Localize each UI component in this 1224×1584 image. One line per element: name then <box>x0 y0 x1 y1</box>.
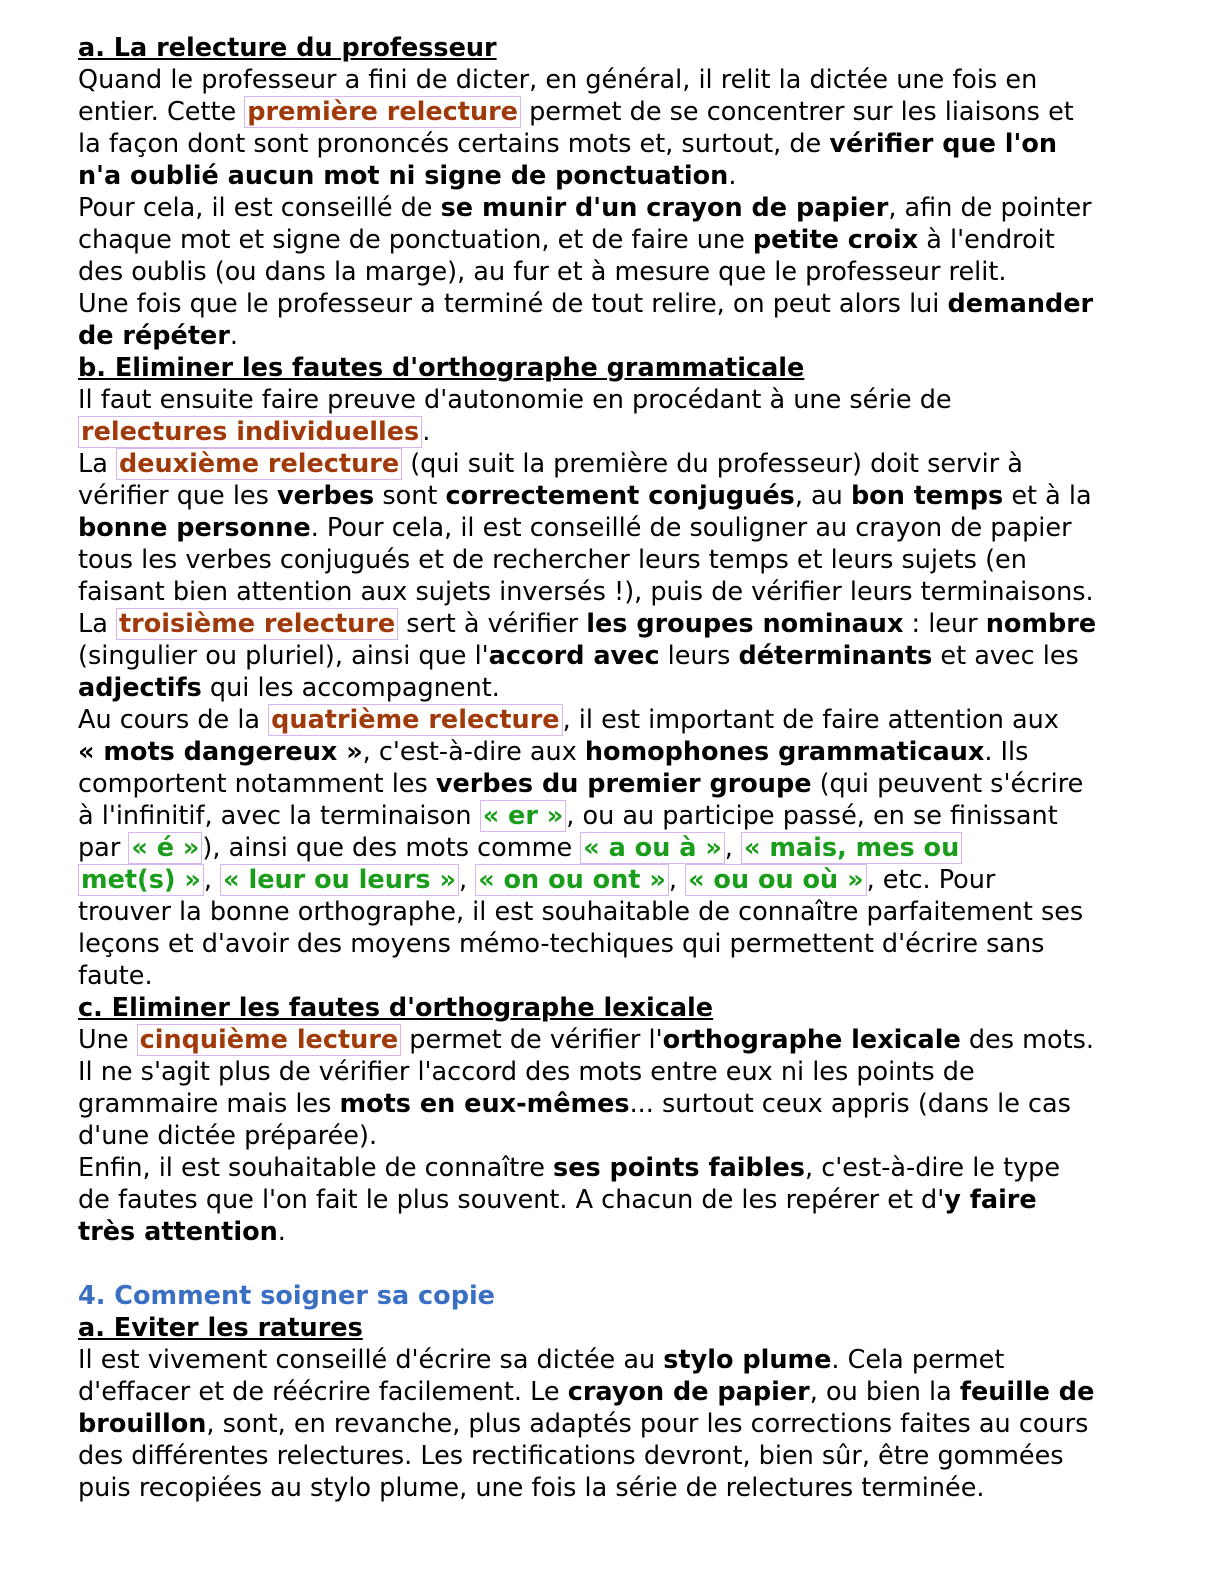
bold-text: correctement conjugués <box>445 481 795 511</box>
text-run: (qui peuvent s'écrire <box>811 769 1084 799</box>
blank-line <box>78 1248 1148 1280</box>
text-run: (singulier ou pluriel), ainsi que l' <box>78 641 489 671</box>
text-line <box>78 736 1148 768</box>
text-run: Au cours de la <box>78 705 269 735</box>
text-line <box>78 1376 1148 1408</box>
text-run: ), ainsi que des mots comme <box>202 833 581 863</box>
text-run: La <box>78 449 116 479</box>
text-run: Il ne s'agit plus de vérifier l'accord des mots entre eux ni les points de <box>78 1057 975 1087</box>
bold-text: y faire <box>944 1185 1037 1215</box>
bold-text: « mots dangereux » <box>78 737 363 767</box>
text-run: leçons et d'avoir des moyens mémo-techiques qui permettent d'écrire sans <box>78 929 1045 959</box>
bold-text: vérifier que l'on <box>829 129 1058 159</box>
text-run: et à la <box>1003 481 1092 511</box>
text-line <box>78 864 1148 896</box>
highlighted-keyword: quatrième relecture <box>268 704 562 736</box>
bold-text: très attention <box>78 1217 278 1247</box>
bold-text: accord avec <box>488 641 660 671</box>
text-run: Une fois que le professeur a terminé de tout relire, on peut alors lui <box>78 289 948 319</box>
text-line <box>78 640 1148 672</box>
text-run: chaque mot et signe de ponctuation, et de faire une <box>78 225 753 255</box>
highlighted-keyword: première relecture <box>244 96 521 128</box>
text-run: La <box>78 609 116 639</box>
text-line <box>78 1088 1148 1120</box>
text-run: , ou bien la <box>809 1377 960 1407</box>
bold-text: feuille de <box>959 1377 1095 1407</box>
text-run: : leur <box>903 609 986 639</box>
text-run: de fautes que l'on fait le plus souvent. A chacun de les repérer et d' <box>78 1185 945 1215</box>
text-run: , ou au participe passé, en se finissant <box>566 801 1058 831</box>
bold-text: demander <box>947 289 1094 319</box>
text-run: vérifier que les <box>78 481 277 511</box>
highlighted-keyword: troisième relecture <box>116 608 398 640</box>
text-run: trouver la bonne orthographe, il est souhaitable de connaître parfaitement ses <box>78 897 1084 927</box>
text-run: la façon dont sont prononcés certains mots et, surtout, de <box>78 129 830 159</box>
text-line <box>78 160 1148 192</box>
text-line <box>78 960 1148 992</box>
text-line <box>78 896 1148 928</box>
text-run: des différentes relectures. Les rectifications devront, bien sûr, être gommées <box>78 1441 1064 1471</box>
bold-text: se munir d'un crayon de papier <box>440 193 889 223</box>
text-run: des oublis (ou dans la marge), au fur et à mesure que le professeur relit. <box>78 257 1007 287</box>
bold-text: petite croix <box>752 225 919 255</box>
section-heading: 4. Comment soigner sa copie <box>78 1281 495 1311</box>
homophone-example: « mais, mes ou <box>741 832 962 864</box>
bold-text: brouillon <box>78 1409 207 1439</box>
text-run: qui les accompagnent. <box>201 673 500 703</box>
text-line <box>78 1216 1148 1248</box>
text-line <box>78 608 1148 640</box>
text-run: leurs <box>659 641 739 671</box>
text-line <box>78 32 1148 64</box>
bold-text: bon temps <box>850 481 1004 511</box>
text-run: permet de se concentrer sur les liaisons et <box>520 97 1074 127</box>
text-run: entier. Cette <box>78 97 245 127</box>
text-run: Une <box>78 1025 137 1055</box>
homophone-example: « ou ou où » <box>685 864 866 896</box>
text-line <box>78 512 1148 544</box>
text-line <box>78 384 1148 416</box>
text-run: . <box>277 1217 286 1247</box>
text-run: à l'infinitif, avec la terminaison <box>78 801 480 831</box>
bold-text: déterminants <box>738 641 933 671</box>
homophone-example: « é » <box>128 832 202 864</box>
homophone-example: « er » <box>480 800 567 832</box>
text-line <box>78 288 1148 320</box>
text-line <box>78 1344 1148 1376</box>
bold-text: nombre <box>985 609 1097 639</box>
text-run: Il faut ensuite faire preuve d'autonomie en procédant à une série de <box>78 385 952 415</box>
text-run: Enfin, il est souhaitable de connaître <box>78 1153 554 1183</box>
text-run: . <box>229 321 239 351</box>
text-line <box>78 352 1148 384</box>
text-run: Pour cela, il est conseillé de <box>78 193 441 223</box>
text-run: d'effacer et de réécrire facilement. Le <box>78 1377 568 1407</box>
text-line <box>78 1184 1148 1216</box>
text-run: grammaire mais les <box>78 1089 340 1119</box>
text-line <box>78 832 1148 864</box>
subsection-heading: c. Eliminer les fautes d'orthographe lexicale <box>78 993 714 1023</box>
bold-text: de répéter <box>78 321 230 351</box>
highlighted-keyword: deuxième relecture <box>116 448 402 480</box>
text-line <box>78 128 1148 160</box>
text-line <box>78 480 1148 512</box>
text-line <box>78 704 1148 736</box>
text-run: faute. <box>78 961 153 991</box>
bold-text: orthographe lexicale <box>662 1025 961 1055</box>
text-line <box>78 1440 1148 1472</box>
text-run: , <box>724 833 742 863</box>
text-run: , afin de pointer <box>888 193 1092 223</box>
text-line <box>78 192 1148 224</box>
bold-text: verbes du premier groupe <box>435 769 812 799</box>
text-run: comportent notamment les <box>78 769 436 799</box>
text-line <box>78 1312 1148 1344</box>
text-line <box>78 672 1148 704</box>
subsection-heading: b. Eliminer les fautes d'orthographe grammaticale <box>78 353 805 383</box>
bold-text: mots en eux-mêmes <box>339 1089 630 1119</box>
text-run: , il est important de faire attention aux <box>562 705 1059 735</box>
homophone-example: « a ou à » <box>580 832 725 864</box>
text-run: (qui suit la première du professeur) doit servir à <box>402 449 1023 479</box>
text-run: faisant bien attention aux sujets inversés !), puis de vérifier leurs terminaisons. <box>78 577 1094 607</box>
text-run: , c'est-à-dire le type <box>804 1153 1061 1183</box>
text-line <box>78 224 1148 256</box>
bold-text: stylo plume <box>663 1345 832 1375</box>
text-run: , <box>668 865 686 895</box>
text-line <box>78 448 1148 480</box>
text-line <box>78 1056 1148 1088</box>
bold-text: les groupes nominaux <box>586 609 904 639</box>
text-line <box>78 1408 1148 1440</box>
text-line <box>78 576 1148 608</box>
text-run: . Pour cela, il est conseillé de souligner au crayon de papier <box>310 513 1072 543</box>
homophone-example: « on ou ont » <box>475 864 669 896</box>
bold-text: ses points faibles <box>553 1153 805 1183</box>
text-run: , au <box>794 481 851 511</box>
text-run: , etc. Pour <box>866 865 996 895</box>
text-run: et avec les <box>932 641 1079 671</box>
text-run: par <box>78 833 129 863</box>
text-run: permet de vérifier l' <box>401 1025 663 1055</box>
text-line <box>78 320 1148 352</box>
subsection-heading: a. La relecture du professeur <box>78 33 497 63</box>
bold-text: homophones grammaticaux <box>584 737 985 767</box>
text-run: sert à vérifier <box>398 609 587 639</box>
text-run: . <box>728 161 737 191</box>
bold-text: verbes <box>277 481 375 511</box>
text-run: , <box>458 865 476 895</box>
text-line <box>78 1024 1148 1056</box>
text-line <box>78 928 1148 960</box>
text-run: . Cela permet <box>831 1345 1005 1375</box>
text-line <box>78 416 1148 448</box>
bold-text: adjectifs <box>78 673 202 703</box>
text-run: sont <box>374 481 446 511</box>
text-run: des mots. <box>960 1025 1094 1055</box>
text-run: puis recopiées au stylo plume, une fois la série de relectures terminée. <box>78 1473 985 1503</box>
text-run: ... surtout ceux appris (dans le cas <box>629 1089 1071 1119</box>
text-run: tous les verbes conjugués et de rechercher leurs temps et leurs sujets (en <box>78 545 1027 575</box>
text-line <box>78 1280 1148 1312</box>
highlighted-keyword: relectures individuelles <box>78 416 422 448</box>
text-run: d'une dictée préparée). <box>78 1121 378 1151</box>
bold-text: crayon de papier <box>567 1377 810 1407</box>
homophone-example: met(s) » <box>78 864 204 896</box>
text-run: Quand le professeur a fini de dicter, en général, il relit la dictée une fois en <box>78 65 1038 95</box>
subsection-heading: a. Eviter les ratures <box>78 1313 363 1343</box>
text-line <box>78 768 1148 800</box>
homophone-example: « leur ou leurs » <box>220 864 459 896</box>
highlighted-keyword: cinquième lecture <box>137 1024 402 1056</box>
text-line <box>78 1120 1148 1152</box>
text-run: , sont, en revanche, plus adaptés pour les corrections faites au cours <box>206 1409 1089 1439</box>
text-run: Il est vivement conseillé d'écrire sa dictée au <box>78 1345 664 1375</box>
text-line <box>78 256 1148 288</box>
text-line <box>78 544 1148 576</box>
document-body <box>78 32 1148 1504</box>
text-run: , c'est-à-dire aux <box>362 737 585 767</box>
text-line <box>78 1152 1148 1184</box>
text-line <box>78 96 1148 128</box>
text-line <box>78 992 1148 1024</box>
text-line <box>78 800 1148 832</box>
text-line <box>78 64 1148 96</box>
bold-text: n'a oublié aucun mot ni signe de ponctuation <box>78 161 729 191</box>
text-run: à l'endroit <box>918 225 1055 255</box>
text-run: . <box>422 417 431 447</box>
text-run: . Ils <box>984 737 1029 767</box>
bold-text: bonne personne <box>78 513 311 543</box>
text-run: , <box>203 865 221 895</box>
text-line <box>78 1472 1148 1504</box>
